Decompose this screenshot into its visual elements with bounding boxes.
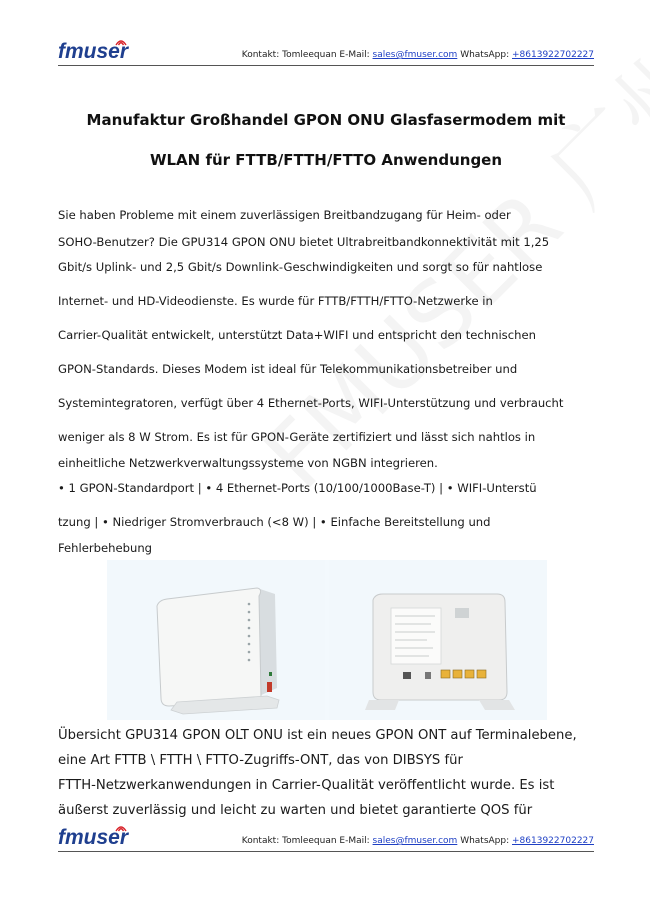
body-line: Internet- und HD-Videodienste. Es wurde für FTTB/FTTH/FTTO-Netzwerke in: [58, 294, 493, 308]
page-title-line-2: WLAN für FTTB/FTTH/FTTO Anwendungen: [149, 151, 503, 169]
overview-line: FTTH-Netzwerkanwendungen in Carrier-Qualität veröffentlicht wurde. Es ist: [58, 778, 555, 793]
body-line: Gbit/s Uplink- und 2,5 Gbit/s Downlink-Geschwindigkeiten und sorgt so für nahtlose: [58, 260, 543, 274]
fmuser-logo: fmuser: [58, 40, 128, 64]
bullet-line: Fehlerbehebung: [58, 541, 153, 555]
page-footer: [58, 824, 594, 854]
body-line: Carrier-Qualität entwickelt, unterstützt Data+WIFI und entspricht den technischen: [58, 328, 536, 342]
page-title-line-1: Manufaktur Großhandel GPON ONU Glasfasermodem mit: [86, 111, 566, 129]
body-line: SOHO-Benutzer? Die GPU314 GPON ONU bietet Ultrabreitbandkonnektivität mit 1,25: [58, 235, 550, 249]
overview-paragraph: [58, 0, 598, 820]
bullet-line: • 1 GPON-Standardport | • 4 Ethernet-Ports (10/100/1000Base-T) | • WIFI-Unterstü: [58, 481, 537, 495]
contact-label: Kontakt: Tomleequan E-Mail:: [241, 836, 370, 846]
body-line: Systemintegratoren, verfügt über 4 Ethernet-Ports, WIFI-Unterstützung und verbraucht: [58, 396, 564, 410]
whatsapp-label: WhatsApp:: [460, 50, 510, 60]
body-line: einheitliche Netzwerkverwaltungssysteme von NGBN integrieren.: [58, 456, 438, 470]
body-line: Sie haben Probleme mit einem zuverlässigen Breitbandzugang für Heim- oder: [58, 208, 511, 222]
whatsapp-label: WhatsApp:: [460, 836, 510, 846]
overview-line: äußerst zuverlässig und leicht zu warten und bietet garantierte QOS für: [58, 803, 533, 818]
bullet-line: tzung | • Niedriger Stromverbrauch (<8 W) | • Einfache Bereitstellung und: [58, 515, 491, 529]
phone-link[interactable]: +8613922702227: [512, 836, 594, 846]
fmuser-logo-footer: fmuser: [58, 826, 128, 850]
email-link[interactable]: sales@fmuser.com: [372, 50, 458, 60]
phone-link[interactable]: +8613922702227: [512, 50, 594, 60]
footer-divider: [58, 851, 594, 852]
body-line: GPON-Standards. Dieses Modem ist ideal für Telekommunikationsbetreiber und: [58, 362, 518, 376]
signal-icon: [114, 822, 128, 832]
body-line: weniger als 8 W Strom. Es ist für GPON-Geräte zertifiziert und lässt sich nahtlos in: [58, 430, 536, 444]
email-link[interactable]: sales@fmuser.com: [372, 836, 458, 846]
overview-line: Übersicht GPU314 GPON OLT ONU ist ein neues GPON ONT auf Terminalebene,: [58, 728, 577, 743]
overview-line: eine Art FTTB \ FTTH \ FTTO-Zugriffs-ONT, das von DIBSYS für: [58, 753, 463, 768]
contact-info-footer: [242, 836, 594, 846]
contact-label: Kontakt: Tomleequan E-Mail:: [241, 50, 370, 60]
